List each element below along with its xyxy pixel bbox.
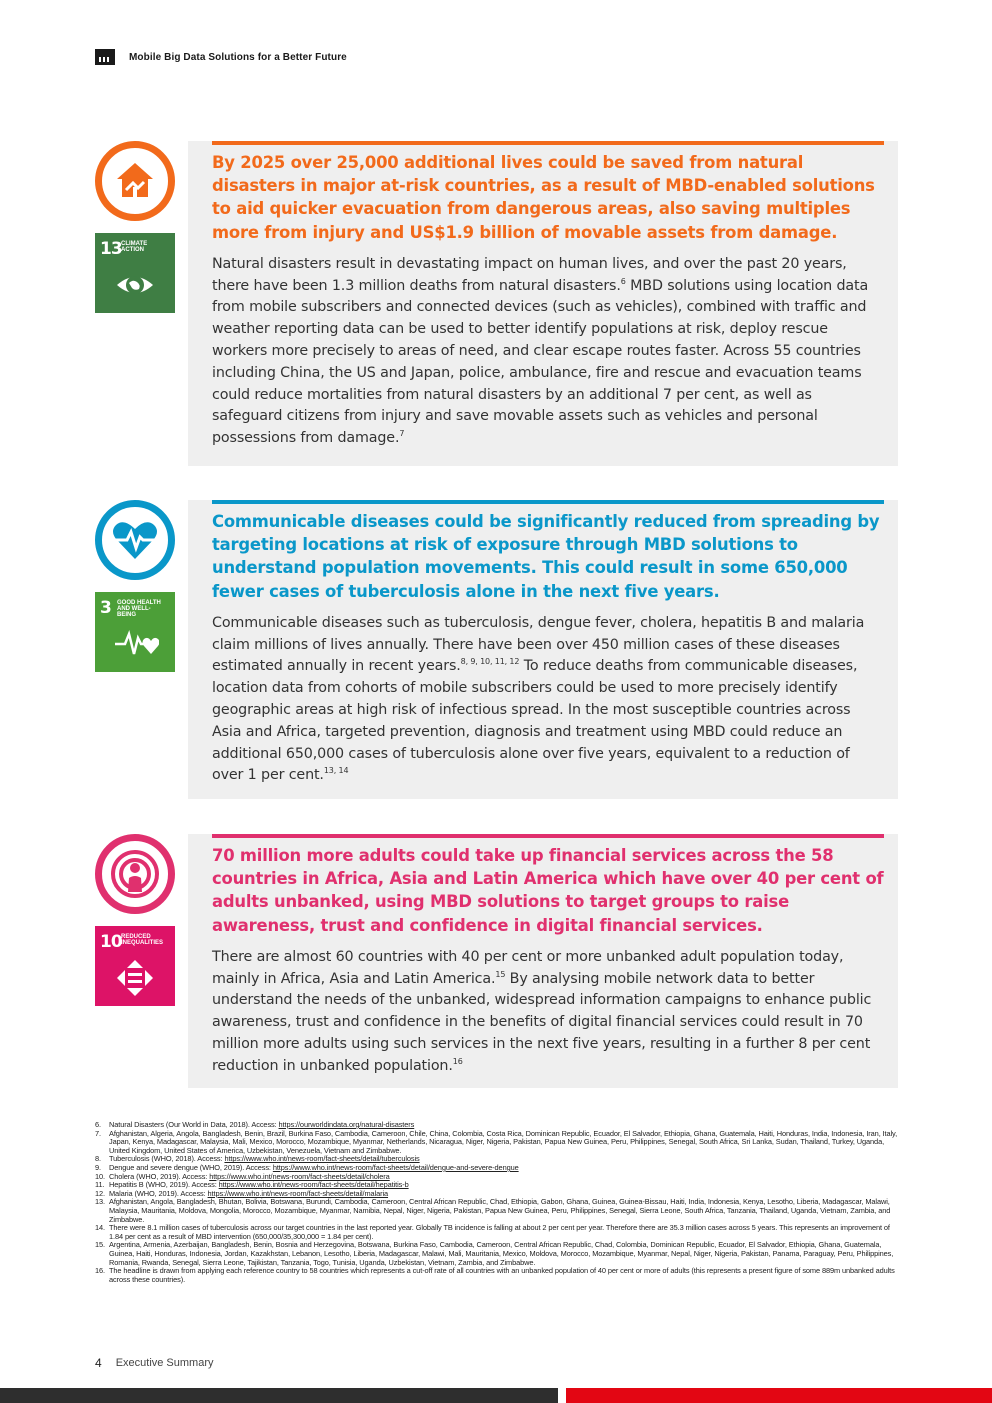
running-header	[95, 48, 347, 66]
body-text: To reduce deaths from communicable diseases, location data from cohorts of mobile subscribers could be used to more precisely identify geographic areas at high risk of infectious spread. In the most susceptible countries across Asia and Africa, targeted prevention, diagnosis and treatment using MBD could reduce an additional 650,000 cases of tuberculosis alone over five years, equivalent to a reduction of over 1 per cent.	[212, 658, 858, 784]
section-body	[212, 613, 884, 787]
accent-rule	[212, 141, 884, 145]
section-headline: By 2025 over 25,000 additional lives could be saved from natural disasters in major at-risk countries, as a result of MBD-enabled solutions to aid quicker evacuation from dangerous areas, also saving multiples more from injury and US$1.9 billion of movable assets from damage.	[212, 153, 875, 242]
section-body	[212, 947, 884, 1078]
page-footer	[95, 1356, 214, 1370]
footnote-link[interactable]: https://www.who.int/news-room/fact-sheets/detail/hepatitis-b	[218, 1180, 409, 1190]
sdg-label: CLIMATE ACTION	[121, 241, 148, 253]
footnote: 13. Afghanistan, Angola, Bangladesh, Bhutan, Bolivia, Botswana, Burundi, Cambodia, Cameroon, Central African Republic, Chad, Ethiopia, Gabon, Ghana, Guinea, Guinea-Bissau, Haiti, India, Indonesia, Kenya, Lesotho, Liberia, Madagascar, Malawi, Malaysia, Mauritania, Moldova, Mongolia, Morocco, Mozambique, Myanmar, Namibia, Nepal, Niger, Nigeria, Pakistan, Papua New Guinea, Peru, Philippines, Senegal, Sierra Leone, South Africa, Tanzania, Thailand, Uganda, Vietnam, Zambia, and Zimbabwe.	[95, 1197, 891, 1224]
footnote: 8. Tuberculosis (WHO, 2018). Access: https://www.who.int/news-room/fact-sheets/detail/tuberculosis	[95, 1154, 420, 1164]
footnote-link[interactable]: https://www.who.int/news-room/fact-sheets/detail/malaria	[207, 1188, 389, 1198]
sdg-number: 10	[100, 932, 122, 952]
footnote: 10. Cholera (WHO, 2019). Access: https://www.who.int/news-room/fact-sheets/detail/cholera	[95, 1171, 390, 1181]
page-number: 4	[95, 1356, 102, 1370]
section-body	[212, 254, 884, 450]
footnote-link[interactable]: https://www.who.int/news-room/fact-sheets/detail/cholera	[209, 1171, 390, 1181]
highlight-box	[188, 500, 898, 799]
page-section-label: Executive Summary	[115, 1357, 214, 1369]
house-icon	[95, 141, 175, 221]
sdg-label: REDUCED INEQUALITIES	[121, 934, 164, 946]
footnote-ref: 6	[620, 276, 626, 286]
section-headline: 70 million more adults could take up financial services across the 58 countries in Africa, Asia and Latin America which have over 40 per cent of adults unbanked, using MBD solutions to target groups to raise awareness, trust and confidence in digital financial services.	[212, 846, 884, 935]
body-text: By analysing mobile network data to better understand the needs of the unbanked, widespread information campaigns to enhance public awareness, trust and confidence in the benefits of digital financial services could result in 70 million more adults using such services in the next five years, resulting in a further 8 per cent reduction in unbanked population.	[212, 970, 872, 1074]
footnote: 12. Malaria (WHO, 2019). Access: https://www.who.int/news-room/fact-sheets/detail/malaria	[95, 1188, 389, 1198]
section-headline: Communicable diseases could be significantly reduced from spreading by targeting locations at risk of exposure through MBD solutions to understand population movements. This could result in some 650,000 fewer cases of tuberculosis alone in the next five years.	[212, 512, 880, 601]
heart-pulse-icon	[95, 500, 175, 580]
footer-bar-red	[566, 1388, 992, 1403]
footnote: 7. Afghanistan, Algeria, Angola, Bangladesh, Benin, Brazil, Burkina Faso, Cambodia, Cameroon, Chile, China, Colombia, Costa Rica, Dominican Republic, Ecuador, El Salvador, Ethiopia, Ghana, Guatemala, Haiti, Honduras, India, Indonesia, Iran, Italy, Japan, Kenya, Madagascar, Malaysia, Mali, Mexico, Morocco, Mozambique, Myanmar, Netherlands, Nicaragua, Niger, Nigeria, Pakistan, Papua New Guinea, Peru, Philippines, Senegal, South Africa, Sri Lanka, Sudan, Thailand, Turkey, Uganda, United Kingdom, United States of America, Uzbekistan, Venezuela, Vietnam and Zimbabwe.	[95, 1128, 898, 1155]
footnote: 14. There were 8.1 million cases of tuberculosis across our target countries in the last reported year. Globally TB incidence is falling at about 2 per cent per year. Therefore there are 35.3 million cases across 5 years. This represents an improvement of 1.84 per cent as a result of MBD intervention (650,000/35,300,000 = 1.84 per cent).	[95, 1223, 890, 1241]
person-signal-icon	[95, 834, 175, 914]
gsma-logo-icon	[95, 49, 115, 65]
header-title: Mobile Big Data Solutions for a Better Future	[129, 51, 347, 63]
equality-arrows-icon	[115, 958, 155, 998]
footnote: 15. Argentina, Armenia, Azerbaijan, Bangladesh, Benin, Bosnia and Herzegovina, Botswana, Burkina Faso, Cambodia, Cameroon, Central African Republic, Chad, Colombia, Dominican Republic, Ecuador, El Salvador, Ethiopia, Ghana, Guatemala, Guinea, Haiti, Honduras, Indonesia, Jordan, Kazakhstan, Lebanon, Lesotho, Liberia, Madagascar, Malawi, Mali, Mauritania, Mexico, Moldova, Morocco, Mozambique, Myanmar, Nepal, Niger, Nigeria, Pakistan, Panama, Paraguay, Peru, Philippines, Romania, Rwanda, Senegal, Sierra Leone, Tajikistan, Tanzania, Togo, Tunisia, Uganda, Uzbekistan, Vietnam, Zambia, and Zimbabwe.	[95, 1240, 894, 1267]
body-text: There are almost 60 countries with 40 per cent or more unbanked adult population today, mainly in Africa, Asia and Latin America.	[212, 948, 844, 987]
body-text: Natural disasters result in devastating impact on human lives, and over the past 20 years, there have been 1.3 million deaths from natural disasters.	[212, 255, 847, 294]
footnote-ref: 15	[495, 969, 506, 979]
eye-globe-icon	[115, 265, 155, 305]
sdg-13-climate-action-badge	[95, 233, 175, 313]
sdg-3-good-health-badge	[95, 592, 175, 672]
footnote: 16. The headline is drawn from applying each reference country to 58 countries which represents a cut-off rate of all countries with an unbanked population of 40 per cent or more of adults (this represents a present figure of some 889m unbanked adults across these countries).	[95, 1266, 895, 1284]
footnote-ref: 13, 14	[323, 766, 349, 776]
footnote: 9. Dengue and severe dengue (WHO, 2019). Access: https://www.who.int/news-room/fact-sheets/detail/dengue-and-severe-dengue	[95, 1162, 519, 1172]
highlight-box	[188, 834, 898, 1088]
footnote: 11. Hepatitis B (WHO, 2019). Access: https://www.who.int/news-room/fact-sheets/detail/hepatitis-b	[95, 1180, 409, 1190]
footnote-link[interactable]: https://www.who.int/news-room/fact-sheets/detail/tuberculosis	[224, 1154, 420, 1164]
sdg-label: GOOD HEALTH AND WELL-BEING	[117, 600, 161, 618]
section-icons	[95, 500, 175, 672]
health-pulse-icon	[115, 624, 159, 660]
footnote-link[interactable]: https://www.who.int/news-room/fact-sheets/detail/dengue-and-severe-dengue	[272, 1162, 519, 1172]
footnote-ref: 8, 9, 10, 11, 12	[460, 657, 520, 667]
body-text: Communicable diseases such as tuberculosis, dengue fever, cholera, hepatitis B and malaria claim millions of lives annually. There have been over 450 million cases of these diseases estimated annually in recent years.	[212, 614, 865, 675]
footnotes	[95, 1121, 898, 1284]
section-icons	[95, 141, 175, 313]
body-text: MBD solutions using location data from mobile subscribers and connected devices (such as vehicles), combined with traffic and weather reporting data can be used to better identify populations at risk, deploy rescue workers more precisely to areas of need, and clear escape routes faster. Across 55 countries including China, the US and Japan, police, ambulance, fire and rescue and evacuation teams could reduce mortalities from natural disasters by an additional 7 per cent, as well as safeguard citizens from injury and save movable assets such as vehicles and personal possessions from damage.	[212, 277, 869, 447]
accent-rule	[212, 834, 884, 838]
section-icons	[95, 834, 175, 1006]
footnote-link[interactable]: https://ourworldindata.org/natural-disasters	[278, 1120, 415, 1129]
accent-rule	[212, 500, 884, 504]
footnote-ref: 16	[452, 1057, 463, 1067]
highlight-box	[188, 141, 898, 466]
sdg-number: 3	[100, 598, 111, 618]
sdg-10-reduced-inequalities-badge	[95, 926, 175, 1006]
sdg-number: 13	[100, 239, 122, 259]
footnote-ref: 7	[399, 429, 405, 439]
footer-bar-dark	[0, 1388, 558, 1403]
footnote: 6. Natural Disasters (Our World in Data, 2018). Access: https://ourworldindata.org/natural-disasters	[95, 1120, 415, 1129]
